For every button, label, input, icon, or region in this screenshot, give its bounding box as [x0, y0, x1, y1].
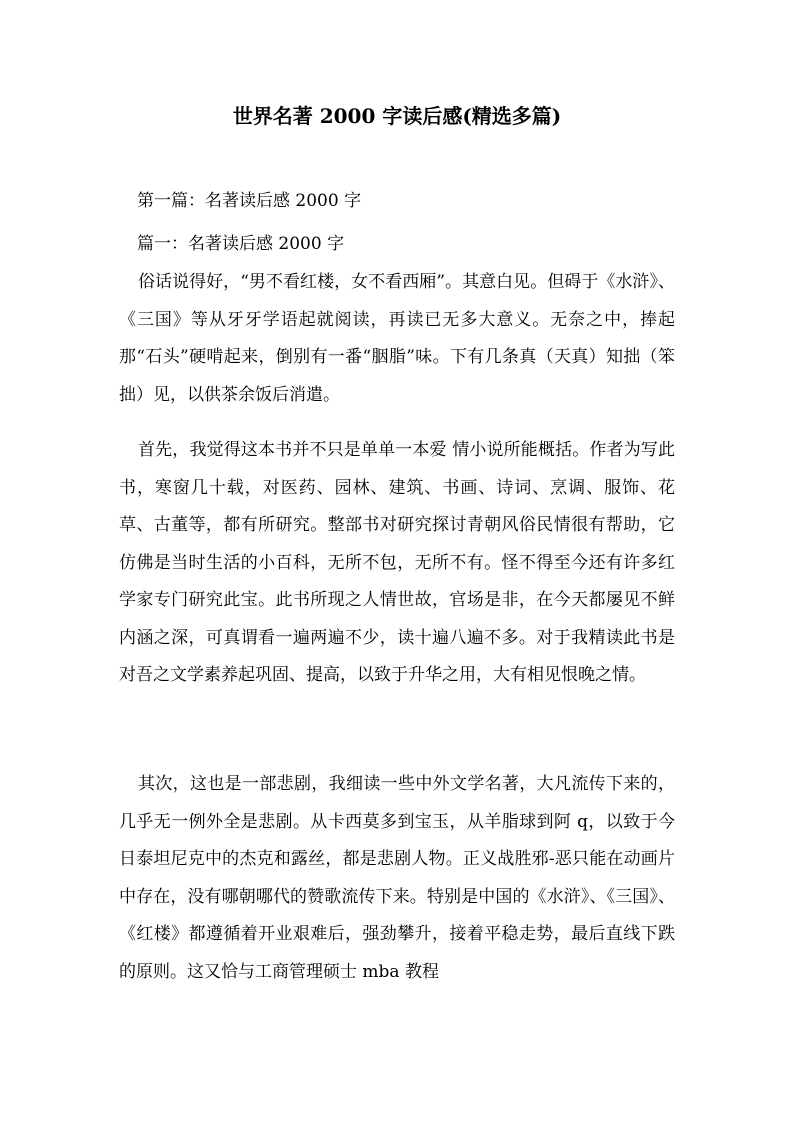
section-heading: 第一篇：名著读后感 2000 字 [137, 191, 362, 211]
paragraph: 俗话说得好，“男不看红楼，女不看西厢”。其意白见。但碍于《水浒》、《三国》等从牙牙学语起就阅读，再读已无多大意义。无奈之中，捧起那“石头”硬啃起来，倒别有一番“胭脂”味。下有几条真（天真）知拙（笨拙）见，以供茶余饭后消遣。 [119, 272, 675, 405]
paragraph: 其次，这也是一部悲剧，我细读一些中外文学名著，大凡流传下来的，几乎无一例外全是悲剧。从卡西莫多到宝玉，从羊脂球到阿 q，以致于今日泰坦尼克中的杰克和露丝，都是悲剧人物。正义战胜邪-恶只能在动画片中存在，没有哪朝哪代的赞歌流传下来。特别是中国的《水浒》、《三国》、《红楼》都遵循着开业艰难后，强劲攀升，接着平稳走势，最后直线下跌的原则。这又恰与工商管理硕士 mba 教程 [119, 774, 675, 982]
paragraph: 首先，我觉得这本书并不只是单单一本爱 情小说所能概括。作者为写此书，寒窗几十载，对医药、园林、建筑、书画、诗词、烹调、服饰、花草、古董等，都有所研究。整部书对研究探讨青朝风俗民情很有帮助，它仿佛是当时生活的小百科，无所不包，无所不有。怪不得至今还有许多红学家专门研究此宝。此书所现之人情世故，官场是非，在今天都屡见不鲜内涵之深，可真谓看一遍两遍不少，读十遍八遍不多。对于我精读此书是对吾之文学素养起巩固、提高，以致于升华之用，大有相见恨晚之情。 [119, 440, 675, 685]
document-title: 世界名著 2000 字读后感(精选多篇) [232, 104, 562, 128]
article-heading: 篇一：名著读后感 2000 字 [137, 234, 345, 254]
